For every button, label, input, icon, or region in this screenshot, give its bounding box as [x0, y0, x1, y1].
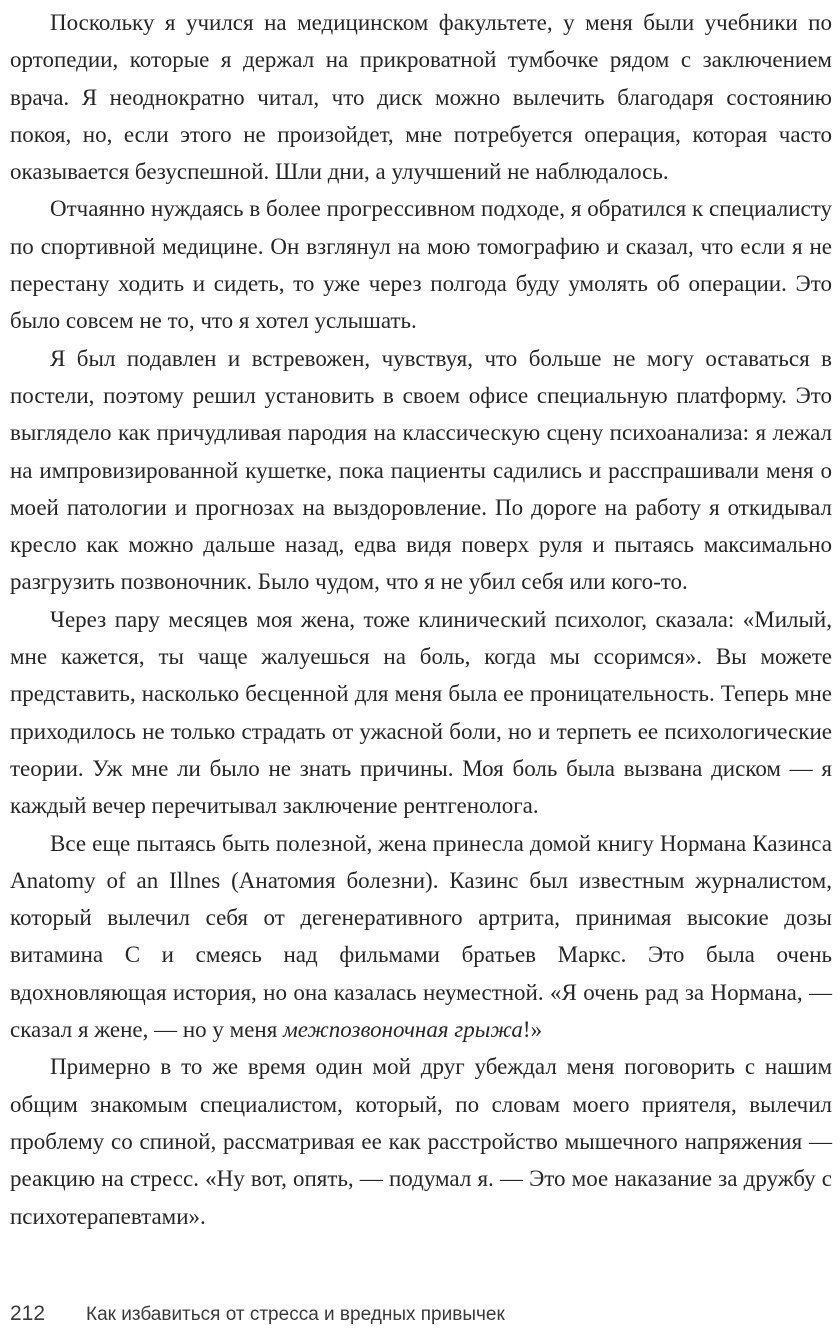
body-text	[10, 4, 832, 1235]
paragraph-1: Поскольку я учился на медицинском факультете, у меня были учебники по ортопедии, которые я держал на прикроватной тумбочке рядом с заключением врача. Я неоднократно читал, что диск можно вылечить благодаря состоянию покоя, но, если этого не произойдет, мне потребуется операция, которая часто оказывается безуспешной. Шли дни, а улучшений не наблюдалось.	[10, 10, 832, 185]
paragraph-5-text: Все еще пытаясь быть полезной, жена принесла домой книгу Нормана Казинса Anatomy of an Illnes (Анатомия болезни). Казинс был известным журналистом, который вылечил себя от дегенеративного артрита, принимая высокие дозы витамина С и смеясь над фильмами братьев Маркс. Это была очень вдохновляющая история, но она казалась неуместной. «Я очень рад за Нормана, — сказал я жене, — но у меня	[10, 830, 832, 1043]
paragraph-5	[10, 825, 832, 1049]
paragraph-5-emphasis: межпозвоночная грыжа	[283, 1017, 523, 1043]
book-page	[10, 0, 832, 1344]
paragraph-2: Отчаянно нуждаясь в более прогрессивном подходе, я обратился к специалисту по спортивной медицине. Он взглянул на мою томографию и сказал, что если я не перестану ходить и сидеть, то уже через полгода буду умолять об операции. Это было совсем не то, что я хотел услышать.	[10, 196, 832, 334]
paragraph-6: Примерно в то же время один мой друг убеждал меня поговорить с нашим общим знакомым специалистом, который, по словам моего приятеля, вылечил проблему со спиной, рассматривая ее как расстройство мышечного напряжения — реакцию на стресс. «Ну вот, опять, — подумал я. — Это мое наказание за дружбу с психотерапевтами».	[10, 1054, 832, 1229]
page-footer	[10, 1302, 832, 1332]
paragraph-5-tail: !»	[522, 1017, 543, 1043]
page-number: 212	[10, 1302, 46, 1325]
paragraph-4: Через пару месяцев моя жена, тоже клинический психолог, сказала: «Милый, мне кажется, ты чаще жалуешься на боль, когда мы ссоримся». Вы можете представить, насколько бесценной для меня была ее проницательность. Теперь мне приходилось не только страдать от ужасной боли, но и терпеть ее психологические теории. Уж мне ли было не знать причины. Моя боль была вызвана диском — я каждый вечер перечитывал заключение рентгенолога.	[10, 606, 832, 819]
paragraph-3: Я был подавлен и встревожен, чувствуя, что больше не могу оставаться в постели, поэтому решил установить в своем офисе специальную платформу. Это выглядело как причудливая пародия на классическую сцену психоанализа: я лежал на импровизированной кушетке, пока пациенты садились и расспрашивали меня о моей патологии и прогнозах на выздоровление. По дороге на работу я откидывал кресло как можно дальше назад, едва видя поверх руля и пытаясь максимально разгрузить позвоночник. Было чудом, что я не убил себя или кого-то.	[10, 345, 832, 595]
running-title: Как избавиться от стресса и вредных привычек	[86, 1304, 505, 1325]
